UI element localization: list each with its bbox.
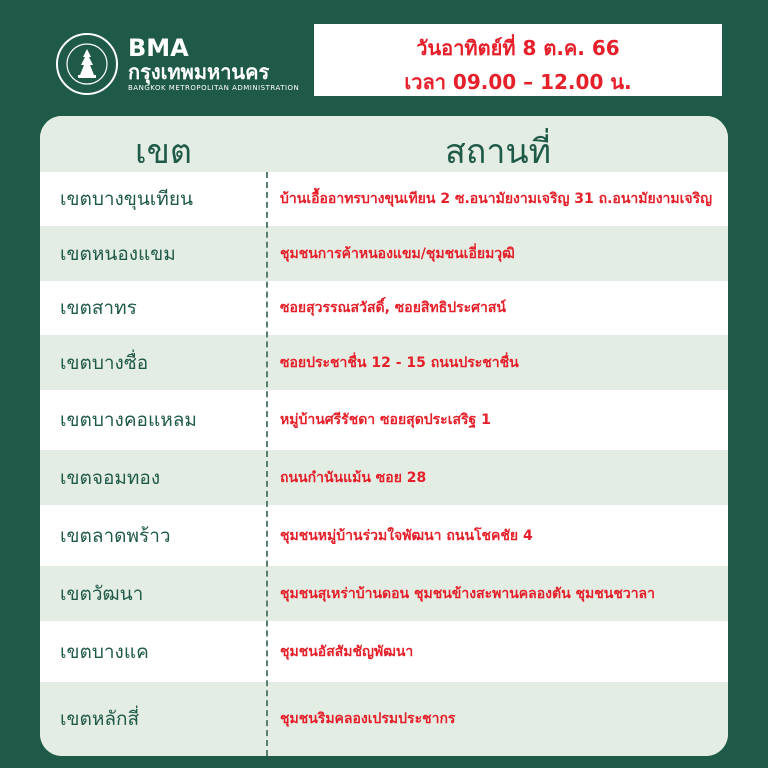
district-cell: เขตบางขุนเทียน — [60, 188, 193, 210]
schedule-table — [40, 116, 728, 756]
location-cell: บ้านเอื้ออาทรบางขุนเทียน 2 ซ.อนามัยงามเจริญ 31 ถ.อนามัยงามเจริญ — [280, 191, 713, 207]
logo-title: BMA — [128, 34, 189, 62]
district-cell: เขตสาทร — [60, 297, 137, 319]
table-row — [40, 621, 728, 682]
location-cell: ชุมชนอัสสัมชัญพัฒนา — [280, 643, 414, 660]
district-cell: เขตวัฒนา — [60, 582, 144, 605]
table-row — [40, 390, 728, 450]
table-row — [40, 172, 728, 226]
district-cell: เขตบางคอแหลม — [60, 409, 197, 431]
column-divider — [266, 172, 268, 756]
logo-thai-name: กรุงเทพมหานคร — [128, 60, 270, 84]
table-row — [40, 281, 728, 335]
table-row — [40, 682, 728, 756]
district-cell: เขตลาดพร้าว — [60, 524, 171, 547]
bma-seal-icon — [56, 33, 118, 95]
location-cell: ชุมชนการค้าหนองแขม/ชุมชนเอี่ยมวุฒิ — [280, 245, 515, 262]
location-cell: ซอยประชาชื่น 12 - 15 ถนนประชาชื่น — [280, 354, 519, 371]
district-cell: เขตบางแค — [60, 640, 149, 663]
header-district: เขต — [135, 132, 192, 172]
table-row — [40, 450, 728, 505]
header-location: สถานที่ — [445, 132, 552, 172]
district-cell: เขตจอมทอง — [60, 466, 161, 489]
logo-english-name: BANGKOK METROPOLITAN ADMINISTRATION — [128, 84, 300, 92]
district-cell: เขตบางซื่อ — [60, 351, 149, 374]
bma-logo — [56, 32, 316, 96]
location-cell: ชุมชนริมคลองเปรมประชากร — [280, 711, 456, 727]
district-cell: เขตหลักสี่ — [60, 708, 140, 730]
table-header — [40, 116, 728, 172]
location-cell: หมู่บ้านศรีรัชดา ซอยสุดประเสริฐ 1 — [280, 412, 491, 428]
location-cell: ซอยสุวรรณสวัสดิ์, ซอยสิทธิประศาสน์ — [280, 300, 507, 316]
location-cell: ชุมชนหมู่บ้านร่วมใจพัฒนา ถนนโชคชัย 4 — [280, 527, 533, 544]
table-row — [40, 335, 728, 390]
time-line: เวลา 09.00 – 12.00 น. — [404, 70, 632, 94]
location-cell: ถนนกำนันแม้น ซอย 28 — [280, 469, 427, 486]
table-row — [40, 226, 728, 281]
location-cell: ชุมชนสุเหร่าบ้านดอน ชุมชนข้างสะพานคลองตัน ชุมชนชวาลา — [280, 585, 655, 602]
date-line: วันอาทิตย์ที่ 8 ต.ค. 66 — [416, 36, 620, 60]
table-row — [40, 566, 728, 621]
district-cell: เขตหนองแขม — [60, 242, 176, 265]
table-row — [40, 505, 728, 566]
date-box — [314, 24, 722, 96]
